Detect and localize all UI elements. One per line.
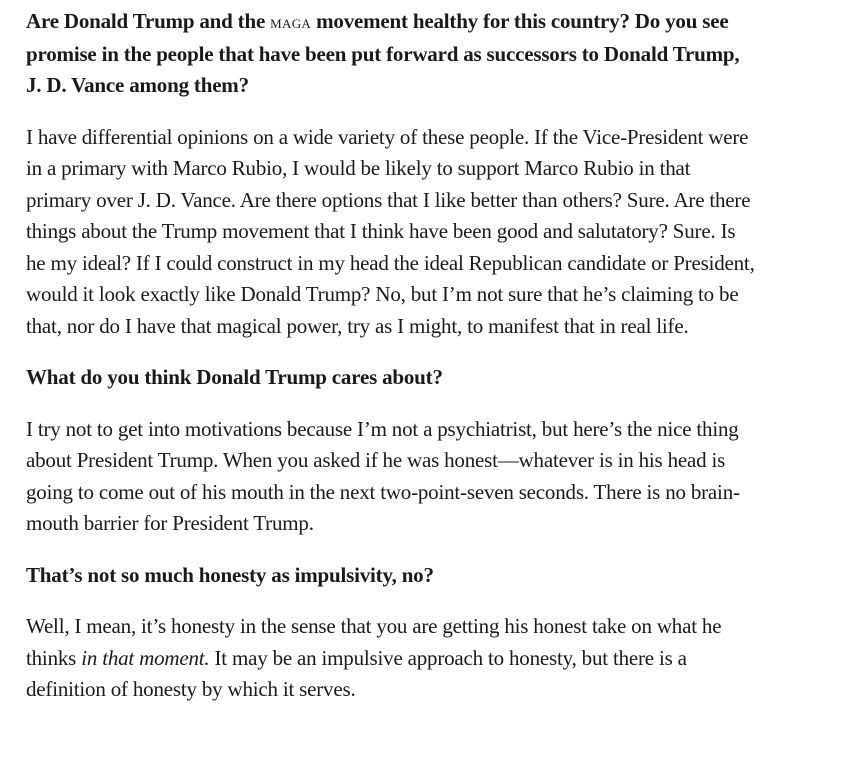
answer-1: I have differential opinions on a wide variety of these people. If the Vice-President were in a primary with Marco Rubio, I would be likely to support Marco Rubio in that primary over J. D. Vance. Are there options that I like better than others? Sure. Are there things about the Trump movement that I think have been good and salutatory? Sure. Is he my ideal? If I could construct in my head the ideal Republican candidate or President, would it look exactly like Donald Trump? No, but I’m not sure that he’s claiming to be that, nor do I have that magical power, try as I might, to manifest that in real life.	[26, 124, 755, 338]
question-1-text-start: Are Donald Trump and the	[26, 9, 271, 33]
maga-smallcaps: maga	[270, 12, 312, 33]
answer-3	[26, 611, 756, 706]
question-1	[26, 6, 756, 102]
answer-2: I try not to get into motivations because I’m not a psychiatrist, but here’s the nice thing about President Trump. When you asked if he was honest—whatever is in his head is going to come out of his mouth in the next two-point-seven seconds. There is no brain-mouth barrier for President Trump.	[26, 416, 740, 535]
question-3: That’s not so much honesty as impulsivity, no?	[26, 562, 434, 587]
question-2: What do you think Donald Trump cares about?	[26, 365, 443, 389]
answer-3-text-end: It may be an impulsive approach to honesty, but there is a definition of honesty by which it serves.	[26, 645, 687, 701]
answer-3-text-start: Well, I mean, it’s honesty in the sense that you are getting his honest take on what he thinks	[26, 614, 722, 670]
answer-3-italic-emphasis: in that moment.	[81, 645, 210, 670]
question-1-text-end: movement healthy for this country? Do you see promise in the people that have been put forward as successors to Donald Trump, J. D. Vance among them?	[26, 9, 740, 97]
